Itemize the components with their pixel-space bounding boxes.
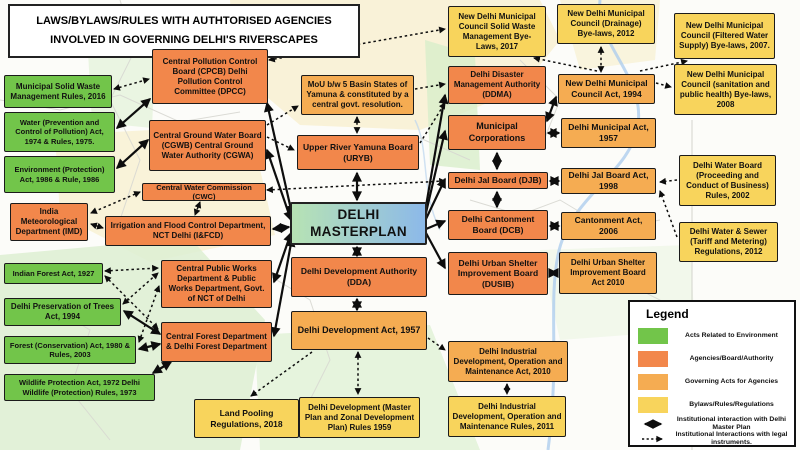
box-dda: Delhi Development Authority (DDA) (291, 257, 427, 297)
box-water-sewer-regulations-2012: Delhi Water & Sewer (Tariff and Metering) Regulations, 2012 (679, 222, 778, 262)
box-ndmc-solid-waste-byelaws-2017: New Delhi Municipal Council Solid Waste Management Bye-Laws, 2017 (448, 6, 546, 57)
box-delhi-masterplan: DELHI MASTERPLAN (290, 202, 427, 245)
legend-label: Acts Related to Environment (685, 331, 778, 339)
box-ndmc-filtered-water-byelaws-2007: New Delhi Municipal Council (Filtered Water Supply) Bye-laws, 2007. (674, 13, 775, 59)
box-indian-forest-act-1927: Indian Forest Act, 1927 (4, 263, 103, 284)
box-dusib: Delhi Urban Shelter Improvement Board (DUSIB) (448, 252, 548, 295)
legend-row-environment (638, 326, 790, 346)
box-delhi-development-act-1957: Delhi Development Act, 1957 (291, 311, 427, 350)
box-cgwb-cgwa: Central Ground Water Board (CGWB) Central Ground Water Authority (CGWA) (149, 120, 266, 171)
legend-label: Institutional interaction with Delhi Master Plan (676, 415, 787, 431)
legend-label: Institutional Interactions with legal instruments. (675, 430, 788, 446)
box-cpwd-pwd: Central Public Works Department & Public Works Department, Govt. of NCT of Delhi (161, 260, 272, 308)
box-uryb: Upper River Yamuna Board (URYB) (297, 135, 419, 170)
legend-row-masterplan-interaction (638, 416, 790, 432)
box-central-delhi-forest-dept: Central Forest Department & Delhi Forest Department (161, 322, 272, 362)
box-industrial-dev-rules-2011: Delhi Industrial Development, Operation and Maintenance Rules, 2011 (448, 396, 566, 437)
box-djb: Delhi Jal Board (DJB) (448, 172, 548, 189)
diagram-title: LAWS/BYLAWS/RULES WITH AUTHTORISED AGENCIES INVOLVED IN GOVERNING DELHI'S RIVERSCAPES (8, 4, 360, 58)
legend-row-agencies (638, 349, 790, 369)
box-wildlife-protection-act: Wildlife Protection Act, 1972 Delhi Wildlife (Protection) Rules, 1973 (4, 374, 155, 401)
box-cantonment-act-2006: Cantonment Act, 2006 (561, 212, 656, 240)
legend-row-governing-acts (638, 372, 790, 392)
box-ndmc-sanitation-byelaws-2008: New Delhi Municipal Council (sanitation and public health) Bye-laws, 2008 (674, 64, 777, 115)
light-orange-swatch-icon (638, 374, 668, 390)
legend-label: Governing Acts for Agencies (684, 377, 779, 385)
box-municipal-solid-waste-rules: Municipal Solid Waste Management Rules, 2016 (4, 75, 112, 108)
legend-label: Bylaws/Rules/Regulations (689, 400, 774, 408)
legend-label: Agencies/Board/Authority (689, 354, 774, 362)
box-environment-act-1986: Environment (Protection) Act, 1986 & Rule, 1986 (4, 156, 115, 193)
legend (628, 300, 796, 447)
box-dusib-act-2010: Delhi Urban Shelter Improvement Board Act 2010 (559, 252, 657, 294)
box-delhi-municipal-act-1957: Delhi Municipal Act, 1957 (561, 118, 656, 148)
box-industrial-dev-act-2010: Delhi Industrial Development, Operation and Maintenance Act, 2010 (448, 341, 568, 382)
box-cwc: Central Water Commission (CWC) (142, 183, 266, 201)
yellow-swatch-icon (638, 397, 668, 413)
box-dd-master-plan-rules-1959: Delhi Development (Master Plan and Zonal Development Plan) Rules 1959 (299, 397, 420, 438)
box-dcb: Delhi Cantonment Board (DCB) (448, 210, 548, 240)
box-ifcd: Irrigation and Flood Control Department, NCT Delhi (I&FCD) (105, 216, 271, 246)
box-ddma: Delhi Disaster Management Authority (DDMA) (448, 66, 546, 104)
legend-row-bylaws (638, 395, 790, 415)
dotted-arrow-icon (638, 432, 668, 446)
box-forest-conservation-act: Forest (Conservation) Act, 1980 & Rules, 2003 (4, 336, 136, 364)
green-swatch-icon (638, 328, 668, 344)
box-water-act-1974: Water (Prevention and Control of Pollution) Act, 1974 & Rules, 1975. (4, 112, 115, 152)
box-ndmc-drainage-byelaws-2012: New Delhi Municipal Council (Drainage) Bye-laws, 2012 (557, 4, 655, 44)
legend-title: Legend (646, 307, 689, 321)
box-mou-basin-states: MoU b/w 5 Basin States of Yamuna & constituted by a central govt. resolution. (301, 75, 414, 115)
box-djb-act-1998: Delhi Jal Board Act, 1998 (561, 168, 656, 194)
box-imd: India Meteorological Department (IMD) (10, 203, 88, 241)
box-cpcb-dpcc: Central Pollution Control Board (CPCB) Delhi Pollution Control Committee (DPCC) (152, 49, 268, 104)
legend-row-legal-interaction (638, 431, 790, 447)
box-ndmc-act-1994: New Delhi Municipal Council Act, 1994 (558, 74, 655, 104)
solid-double-arrow-icon (638, 417, 668, 431)
box-delhi-preservation-trees-act: Delhi Preservation of Trees Act, 1994 (4, 298, 121, 326)
box-municipal-corporations: Municipal Corporations (448, 115, 546, 150)
box-land-pooling-regulations: Land Pooling Regulations, 2018 (194, 399, 299, 438)
box-dwb-rules-2002: Delhi Water Board (Proceeding and Conduct of Business) Rules, 2002 (679, 155, 776, 206)
orange-swatch-icon (638, 351, 668, 367)
